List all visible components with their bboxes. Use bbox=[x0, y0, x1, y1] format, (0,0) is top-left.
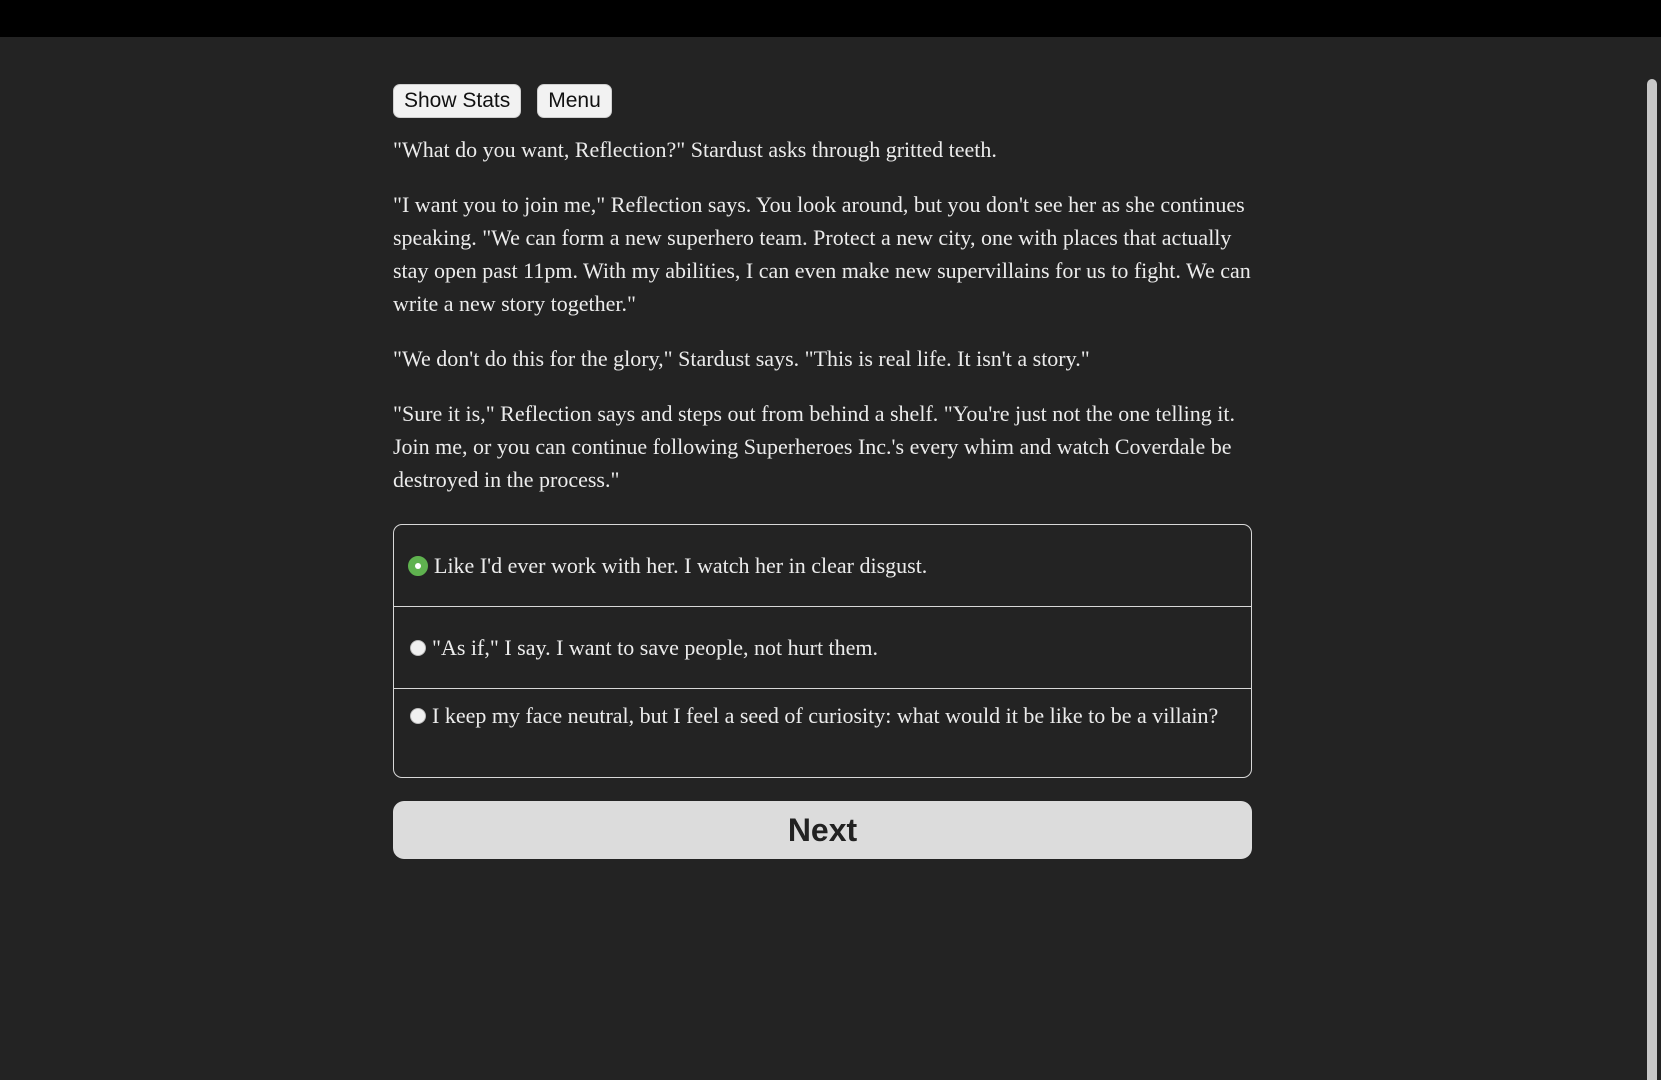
game-content bbox=[393, 84, 1252, 859]
scrollbar-track[interactable] bbox=[1643, 37, 1661, 1080]
next-button[interactable]: Next bbox=[393, 801, 1252, 859]
radio-unselected-icon[interactable] bbox=[410, 708, 426, 724]
scrollbar-thumb[interactable] bbox=[1647, 79, 1657, 1080]
radio-selected-icon[interactable] bbox=[408, 556, 428, 576]
menu-button[interactable]: Menu bbox=[537, 84, 612, 118]
choice-label: "As if," I say. I want to save people, not hurt them. bbox=[432, 635, 879, 660]
choice-option-2[interactable] bbox=[394, 607, 1251, 689]
radio-unselected-icon[interactable] bbox=[410, 640, 426, 656]
browser-top-bar bbox=[0, 0, 1661, 37]
show-stats-button[interactable]: Show Stats bbox=[393, 84, 521, 118]
story-paragraph: "We don't do this for the glory," Stardust says. "This is real life. It isn't a story." bbox=[393, 346, 1090, 371]
story-paragraph: "I want you to join me," Reflection says. You look around, but you don't see her as she continues speaking. "We can form a new superhero team. Protect a new city, one with places that actually stay open past 11pm. With my abilities, I can even make new supervillains for us to fight. We can write a new story together." bbox=[393, 192, 1251, 316]
top-buttons bbox=[393, 84, 1252, 118]
choice-list bbox=[393, 524, 1252, 778]
choice-label: Like I'd ever work with her. I watch her in clear disgust. bbox=[434, 553, 928, 578]
choice-label: I keep my face neutral, but I feel a seed of curiosity: what would it be like to be a villain? bbox=[432, 703, 1219, 728]
choice-option-3[interactable] bbox=[394, 689, 1251, 777]
story-paragraph: "What do you want, Reflection?" Stardust asks through gritted teeth. bbox=[393, 137, 997, 162]
choice-option-1[interactable] bbox=[394, 525, 1251, 607]
story-paragraph: "Sure it is," Reflection says and steps out from behind a shelf. "You're just not the one telling it. Join me, or you can continue following Superheroes Inc.'s every whim and watch Coverdale be destroyed in the process." bbox=[393, 401, 1235, 492]
